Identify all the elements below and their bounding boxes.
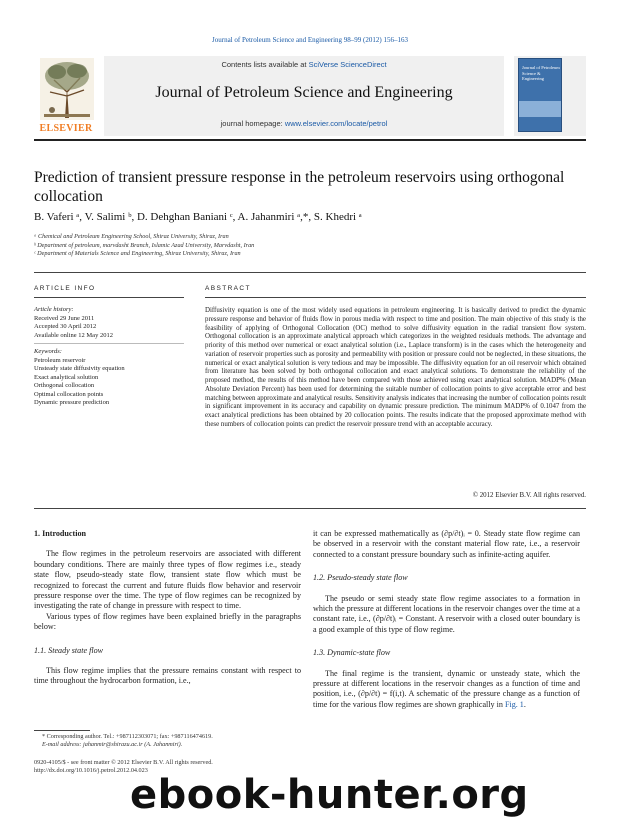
keyword-item: Dynamic pressure prediction — [34, 399, 110, 406]
affiliation-c: ᶜ Department of Materials Science and Engineering, Shiraz University, Shiraz, Iran — [34, 250, 241, 257]
contents-line — [104, 60, 504, 69]
journal-banner — [104, 56, 504, 136]
article-info-panel — [34, 306, 184, 408]
copyright-notice: © 2012 Elsevier B.V. All rights reserved. — [472, 492, 586, 499]
intro-paragraph-1: The flow regimes in the petroleum reservoirs are associated with different boundary conditions. There are mainly three types of flow regimes i.e., steady state flow, pseudo-steady state flow, transient state flow which must be recognized to forecast the current and future fluids flow behavior and reservoir pressure response over the time. The type of flow regimes can be recognized by investigating the rate of change in pressure with respect to time. — [34, 549, 301, 611]
section-heading-introduction: 1. Introduction — [34, 529, 87, 538]
cover-band — [519, 101, 561, 117]
dynamic-state-text: The final regime is the transient, dynamic or unsteady state, which the pressure at different locations in the reservoir changes as a function of time and position, i.e., (∂p/∂t) = f(i,t). A schematic of the pressure change as a function of time for the various flow regimes are shown graphically in — [313, 668, 580, 709]
dynamic-state-paragraph — [313, 669, 580, 711]
pseudo-steady-paragraph: The pseudo or semi steady state flow regime associates to a formation in which the pressure at different locations in the reservoir changes over the time at a constant rate, i.e., (∂p/∂t)ᵢ = Constant. A reservoir with a closed outer boundary is a good example of this type of flow regime. — [313, 593, 580, 634]
affiliation-b: ᵇ Department of petroleum, marvdasht Branch, Islamic Azad University, Marvdasht, Iran — [34, 241, 255, 249]
history-received: Received 29 June 2011 — [34, 314, 95, 322]
header-divider — [34, 272, 586, 273]
intro-paragraph-2: Various types of flow regimes have been explained briefly in the paragraphs below: — [34, 611, 301, 632]
journal-cover-thumbnail — [514, 56, 586, 136]
dynamic-state-end: . — [523, 699, 526, 709]
history-heading: Article history: — [34, 306, 74, 313]
abstract-rule — [205, 297, 586, 298]
doi-link[interactable]: http://dx.doi.org/10.1016/j.petrol.2012.04.023 — [34, 767, 148, 774]
elsevier-tree-icon — [40, 58, 94, 120]
masthead-divider — [34, 139, 586, 141]
issn-line: 0920-4105/$ - see front matter © 2012 Elsevier B.V. All rights reserved. — [34, 759, 213, 766]
author-list: B. Vaferi ᵃ, V. Salimi ᵇ, D. Dehghan Baniani ᶜ, A. Jahanmiri ᵃ,*, S. Khedri ᵃ — [34, 211, 362, 223]
subsection-heading-pseudo-steady: 1.2. Pseudo-steady state flow — [313, 573, 408, 583]
affiliation-a: ᵃ Chemical and Petroleum Engineering School, Shiraz University, Shiraz, Iran — [34, 233, 229, 240]
affiliations — [34, 233, 586, 259]
homepage-prefix: journal homepage: — [220, 119, 285, 128]
abstract-text: Diffusivity equation is one of the most widely used equations in petroleum engineering. It is basically derived to predict the dynamic pressure response and behavior of fluids flow in porous media with respect to time and position. The main objective of this study is the feasibility of applying of Orthogonal Collocation (OC) method to solve diffusivity equation in the radial transient flow system. Orthogonal collocation is an approximate analytical approach which categorizes in the weighted residuals methods. The advantage and priority of this method over numerical or exact analytical solution (i.e., Laplace transform) is in the cases which the heterogeneity and variation of reservoir properties such as porosity and permeability with position or pressure could not be neglected, in these situations, the numerical or exact analytical solution is very tedious and may be impossible. The diffusivity equation for an oil reservoir which obtained from literature has been solved by both orthogonal collocation and exact analytical solutions. To demonstrate the reliability of the proposed method, the results of this method have been compared with those achieved using exact analytical solution. MADP% (Mean Absolute Deviation Percent) has been used for determining the suitable number of collocation points to give acceptable error and best matching between approximate and analytical results. Sensitivity analysis indicates that increasing the number of collocation points result in significant improvement in its accuracy and capability on dynamic pressure prediction. The minimum MADP% of 0.1047 from the exact analytical predictions has been obtained by 20 collocation points. The results indicate that the proposed approximate method with these numbers of collocation points can predict the reservoir pressure trend with an acceptable accuracy. — [205, 307, 586, 428]
elsevier-wordmark: ELSEVIER — [39, 123, 93, 134]
figure-1-link[interactable]: Fig. 1 — [504, 699, 524, 709]
keywords-heading: Keywords: — [34, 348, 62, 355]
homepage-line — [104, 119, 504, 128]
history-accepted: Accepted 30 April 2012 — [34, 323, 97, 330]
subsection-heading-steady-state: 1.1. Steady state flow — [34, 645, 104, 655]
journal-homepage-link[interactable]: www.elsevier.com/locate/petrol — [284, 119, 388, 128]
steady-state-paragraph: This flow regime implies that the pressure remains constant with respect to time throughout the hydrocarbon formation, i.e., — [34, 666, 301, 686]
corresponding-author-note: * Corresponding author. Tel.: +987112303071; fax: +987116474619. — [42, 733, 213, 740]
sciencedirect-link[interactable]: SciVerse ScienceDirect — [308, 60, 387, 69]
email-note: E-mail address: jahanmir@shirazu.ac.ir (A. Jahanmiri). — [42, 741, 183, 748]
journal-title: Journal of Petroleum Science and Engineering — [155, 84, 453, 101]
journal-masthead — [34, 56, 586, 136]
article-info-rule — [34, 297, 184, 298]
keyword-item: Exact analytical solution — [34, 373, 99, 381]
contents-prefix: Contents lists available at — [221, 60, 309, 69]
history-online: Available online 12 May 2012 — [34, 331, 113, 339]
subsection-heading-dynamic: 1.3. Dynamic-state flow — [313, 648, 391, 658]
footnote-divider — [34, 730, 90, 731]
info-divider — [34, 343, 184, 344]
article-title: Prediction of transient pressure response in the petroleum reservoirs using orthogonal collocation — [34, 169, 565, 205]
keyword-item: Petroleum reservoir — [34, 356, 86, 364]
body-column-left — [34, 529, 301, 687]
journal-citation: Journal of Petroleum Science and Engineering 98–99 (2012) 156–163 — [212, 36, 408, 44]
keyword-item: Orthogonal collocation — [34, 382, 95, 389]
abstract-heading: ABSTRACT — [205, 285, 251, 292]
keyword-item: Unsteady state diffusivity equation — [34, 365, 125, 372]
watermark-text: ebook-hunter.org — [130, 772, 529, 818]
footnotes — [34, 733, 301, 749]
abstract-bottom-divider — [34, 508, 586, 509]
article-info-heading: ARTICLE INFO — [34, 285, 96, 292]
elsevier-logo — [34, 56, 98, 136]
keyword-item: Optimal collocation points — [34, 390, 104, 398]
cover-image — [518, 58, 562, 132]
body-column-right — [313, 529, 580, 710]
steady-state-continued: it can be expressed mathematically as (∂p/∂t)ᵢ = 0. Steady state flow regime can be observed in a reservoir with the constant material flow rate, i.e., a reservoir connected to a constant pressure boundary such as infinite-acting aquifer. — [313, 529, 580, 559]
cover-title: Journal of Petroleum Science & Engineering — [522, 65, 560, 82]
